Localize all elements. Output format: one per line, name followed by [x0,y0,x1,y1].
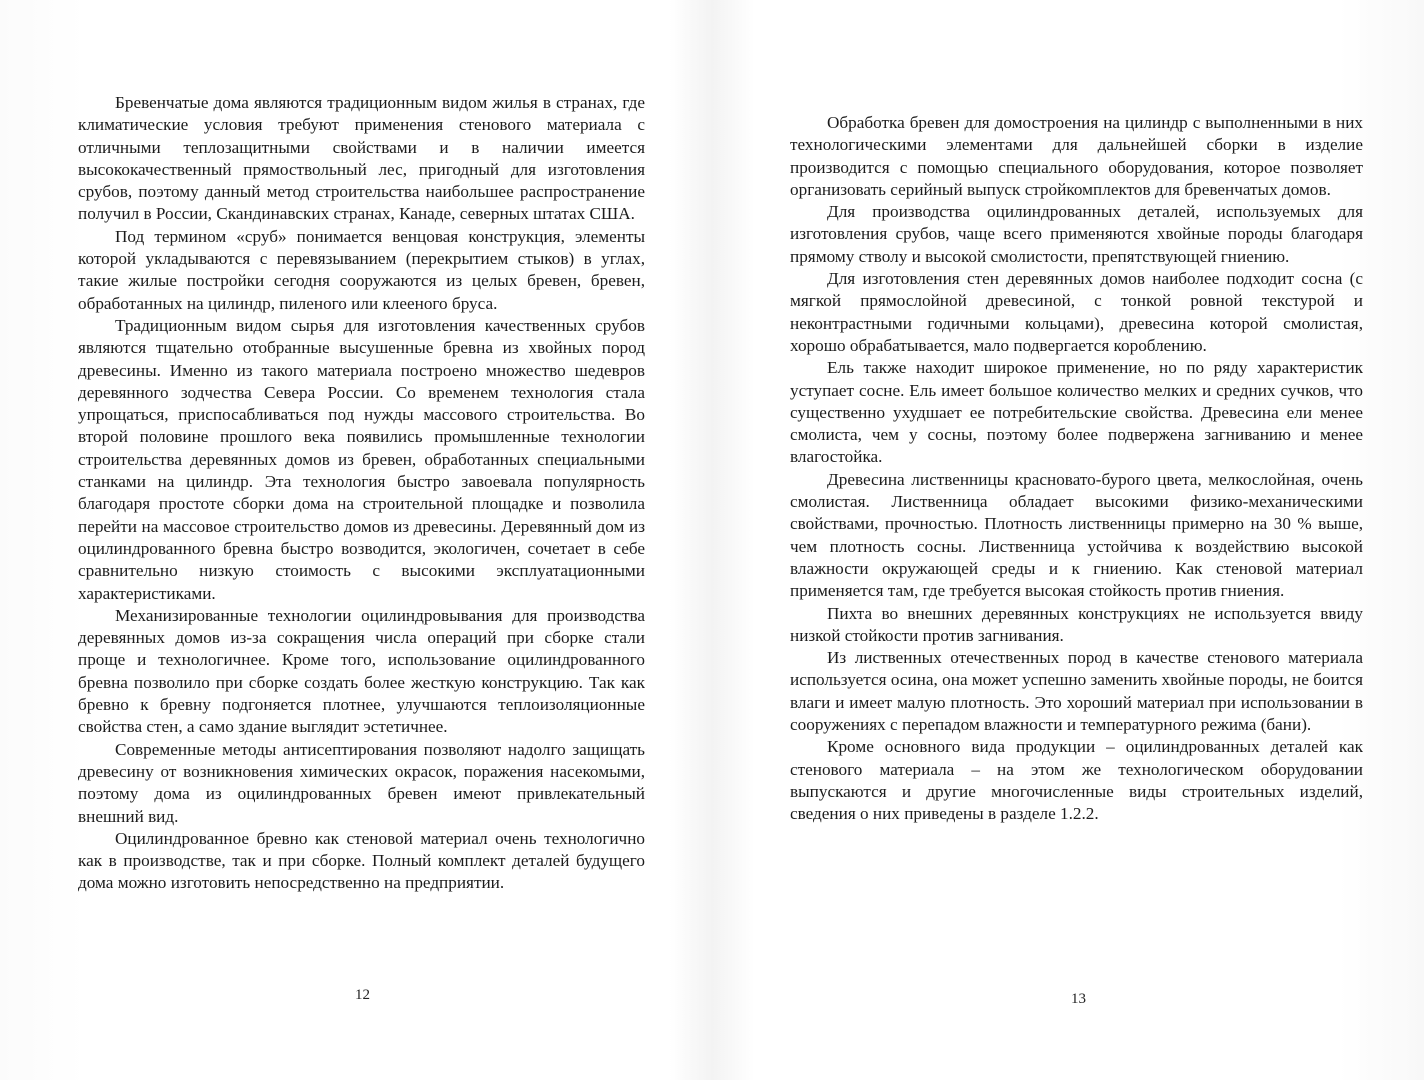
left-paragraph-3: Традиционным видом сырья для изготовления качественных срубов являются тщательно отобранные высушенные бревна из хвойных пород древесины. Именно из такого материала построено множество шедевров деревянного зодчества Севера России. Со временем технология стала упрощаться, приспосабливаться под нужды массового строительства. Во второй половине прошлого века появились промышленные технологии строительства деревянных домов из бревен, обработанных специальными станками на цилиндр. Эта технология быстро завоевала популярность благодаря простоте сборки дома на строительной площадке и позволила перейти на массовое строительство домов из древесины. Деревянный дом из оцилиндрованного бревна быстро возводится, экологичен, сочетает в себе сравнительно низкую стоимость с высокими эксплуатационными характеристиками. [78,315,645,603]
right-paragraph-6: Пихта во внешних деревянных конструкциях не используется ввиду низкой стойкости против загнивания. [790,603,1363,645]
right-paragraph-2: Для производства оцилиндрованных деталей, используемых для изготовления срубов, чаще всего применяются хвойные породы благодаря прямому стволу и высокой смолистости, препятствующей гниению. [790,202,1363,266]
right-paragraph-8: Кроме основного вида продукции – оцилиндрованных деталей как стенового материала – на этом же технологическом оборудовании выпускаются и другие многочисленные виды строительных изделий, сведения о них приведены в разделе 1.2.2. [790,737,1363,824]
right-paragraph-3: Для изготовления стен деревянных домов наиболее подходит сосна (с мягкой прямослойной древесиной, с тонкой ровной текстурой и неконтрастными годичными кольцами), древесина которой смолистая, хорошо обрабатывается, мало подвергается короблению. [790,269,1363,355]
left-page-body [78,92,645,895]
left-paragraph-1: Бревенчатые дома являются традиционным видом жилья в странах, где климатические условия требуют применения стенового материала с отличными теплозащитными свойствами и в наличии имеется высококачественный прямоствольный лес, пригодный для изготовления срубов, поэтому данный метод строительства наибольшее распространение получил в России, Скандинавских странах, Канаде, северных штатах США. [78,93,645,224]
right-page-body [790,112,1363,826]
left-paragraph-4: Механизированные технологии оцилиндровывания для производства деревянных домов из-за сокращения числа операций при сборке стали проще и технологичнее. Кроме того, использование оцилиндрованного бревна позволило при сборке создать более жесткую конструкцию. Так как бревно к бревну подгоняется плотнее, улучшаются теплоизоляционные свойства стен, а само здание выглядит эстетичнее. [78,605,645,737]
right-paragraph-7: Из лиственных отечественных пород в качестве стенового материала используется осина, она может успешно заменить хвойные породы, не боится влаги и имеет малую плотность. Это хороший материал при использовании в сооружениях с перепадом влажности и температурного режима (бани). [790,648,1363,735]
right-page-number: 13 [1071,991,1086,1007]
left-paragraph-6: Оцилиндрованное бревно как стеновой материал очень технологично как в производстве, так и при сборке. Полный комплект деталей будущего дома можно изготовить непосредственно на предприятии. [78,828,645,893]
right-paragraph-5: Древесина лиственницы красновато-бурого цвета, мелкослойная, очень смолистая. Лиственница обладает высокими физико-механическими свойствами, прочностью. Плотность лиственницы примерно на 30 % выше, чем плотность сосны. Лиственница устойчива к воздействию высокой влажности окружающей среды и к гниению. Как стеновой материал применяется там, где требуется высокая стойкость против гниения. [790,469,1363,601]
right-paragraph-4: Ель также находит широкое применение, но по ряду характеристик уступает сосне. Ель имеет большое количество мелких и средних сучков, что существенно ухудшает ее потребительские свойства. Древесина ели менее смолиста, чем у сосны, поэтому более подвержена загниванию и менее влагостойка. [790,358,1363,467]
left-paragraph-5: Современные методы антисептирования позволяют надолго защищать древесину от возникновения химических окрасок, поражения насекомыми, поэтому дома из оцилиндрованных бревен имеют привлекательный внешний вид. [78,739,645,826]
right-paragraph-1: Обработка бревен для домостроения на цилиндр с выполненными в них технологическими элементами для дальнейшей сборки в изделие производится с помощью специального оборудования, которое позволяет организовать серийный выпуск стройкомплектов для бревенчатых домов. [790,113,1363,199]
left-paragraph-2: Под термином «сруб» понимается венцовая конструкция, элементы которой укладываются с перевязыванием (перекрытием стыков) в углах, такие жилые постройки сегодня сооружаются из целых бревен, бревен, обработанных на цилиндр, пиленого или клееного бруса. [78,226,645,313]
left-page-number: 12 [355,987,370,1003]
